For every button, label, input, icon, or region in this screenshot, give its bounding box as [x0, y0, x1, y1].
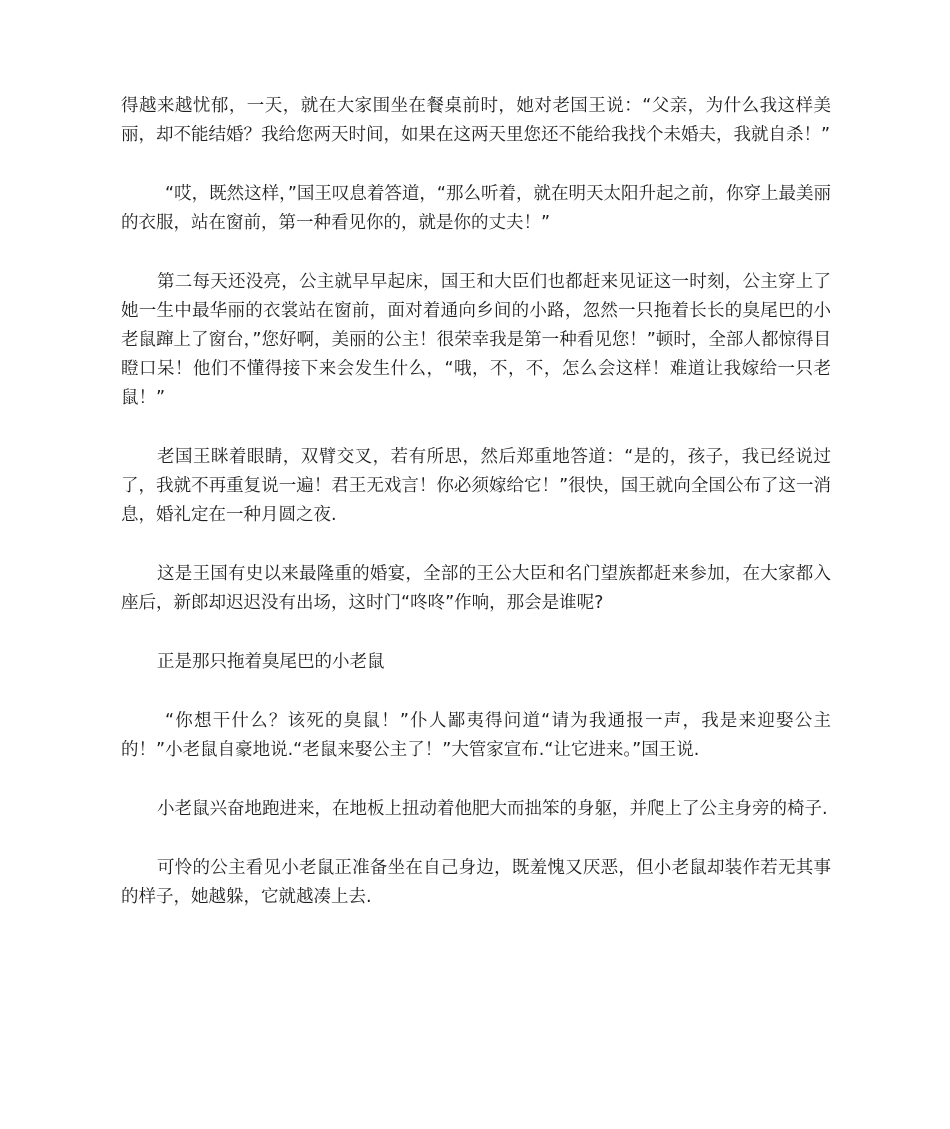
paragraph-1: 得越来越忧郁，一天，就在大家围坐在餐桌前时，她对老国王说：“父亲，为什么我这样美丽，却不能结婚？我给您两天时间，如果在这两天里您还不能给我找个未婚夫，我就自杀！”: [121, 96, 831, 145]
paragraph-2: “哎，既然这样，”国王叹息着答道，“那么听着，就在明天太阳升起之前，你穿上最美丽的衣服，站在窗前，第一种看见你的，就是你的丈夫！”: [121, 184, 831, 233]
paragraph-9: 可怜的公主看见小老鼠正准备坐在自己身边，既羞愧又厌恶，但小老鼠却装作若无其事的样子，她越躲，它就越凑上去.: [121, 858, 831, 907]
paragraph-7: “你想干什么？该死的臭鼠！”仆人鄙夷得问道“请为我通报一声，我是来迎娶公主的！”小老鼠自豪地说.“老鼠来娶公主了！”大管家宣布.“让它进来。”国王说.: [121, 711, 831, 760]
paragraph-3: 第二每天还没亮，公主就早早起床，国王和大臣们也都赶来见证这一时刻，公主穿上了她一生中最华丽的衣裳站在窗前，面对着通向乡间的小路，忽然一只拖着长长的臭尾巴的小老鼠蹿上了窗台，”您好啊，美丽的公主！很荣幸我是第一种看见您！”顿时，全部人都惊得目瞪口呆！他们不懂得接下来会发生什么，“哦，不，不，怎么会这样！难道让我嫁给一只老鼠！”: [121, 272, 831, 408]
paragraph-8: 小老鼠兴奋地跑进来，在地板上扭动着他肥大而拙笨的身躯，并爬上了公主身旁的椅子.: [157, 799, 828, 819]
paragraph-6: 正是那只拖着臭尾巴的小老鼠: [157, 652, 385, 672]
document-body: [121, 92, 831, 942]
paragraph-5: 这是王国有史以来最隆重的婚宴，全部的王公大臣和名门望族都赶来参加，在大家都入座后，新郎却迟迟没有出场，这时门“咚咚”作响，那会是谁呢?: [121, 564, 831, 613]
paragraph-4: 老国王眯着眼睛，双臂交叉，若有所思，然后郑重地答道：“是的，孩子，我已经说过了，我就不再重复说一遍！君王无戏言！你必须嫁给它！”很快，国王就向全国公布了这一消息，婚礼定在一种月圆之夜.: [121, 447, 831, 525]
